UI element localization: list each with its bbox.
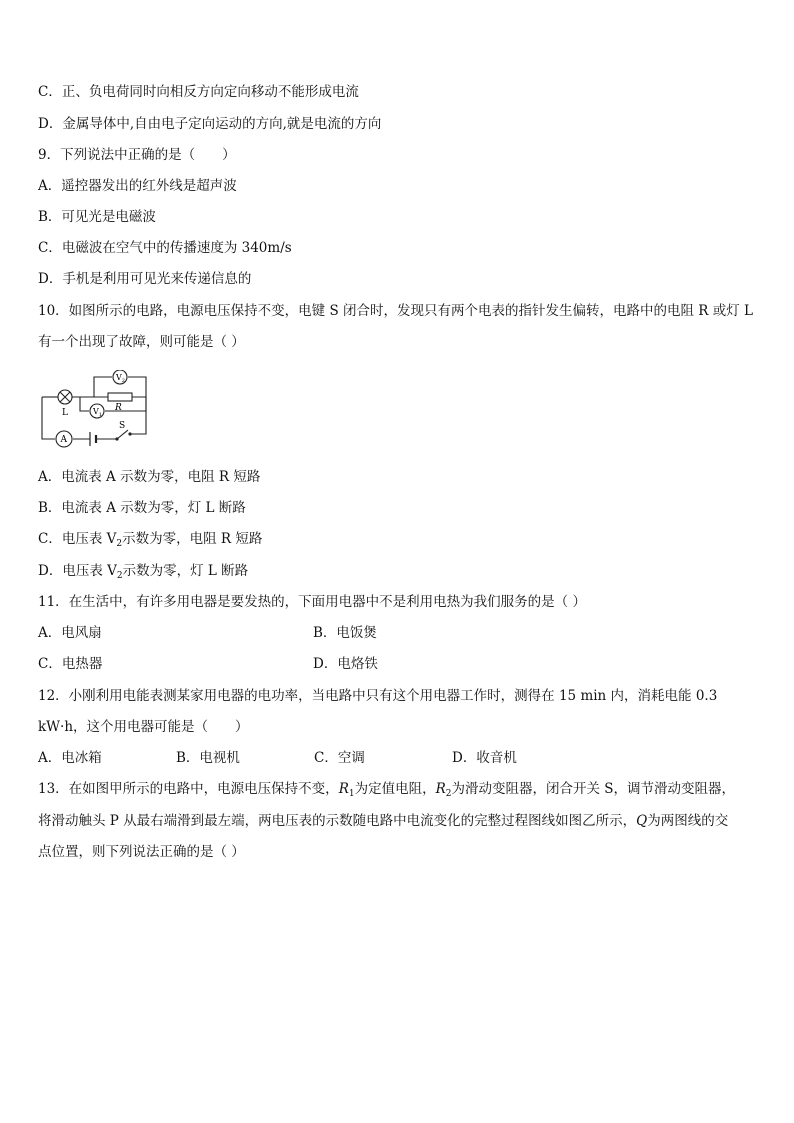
q10-option-d: D．电压表 $V_2$示数为零，灯 L 断路 xyxy=(38,563,249,581)
switch-icon xyxy=(115,430,131,441)
svg-text:V2: $V_2$ xyxy=(116,373,125,384)
svg-text:A: A xyxy=(60,435,67,445)
q10-stem-line2: 有一个出现了故障，则可能是（ ） xyxy=(38,334,245,350)
q13-stem-line1: 13．在如图甲所示的电路中，电源电压保持不变，$R_1$为定值电阻，$R_2$为滑动变阻器，闭合开关 S，调节滑动变阻器， xyxy=(38,781,736,799)
switch-label: S xyxy=(119,421,126,431)
q12-option-c: C．空调 xyxy=(314,750,365,766)
q13-stem-line2: 将滑动触头 P 从最右端滑到最左端，两电压表的示数随电路中电流变化的完整过程图线如图乙所示，Q为两图线的交 xyxy=(38,813,729,829)
q12-stem-line2: kW·h，这个用电器可能是（ ） xyxy=(38,719,249,735)
lamp-label: L xyxy=(62,408,68,418)
q11-option-c: C．电热器 xyxy=(38,656,103,672)
q9-option-d: D．手机是利用可见光来传递信息的 xyxy=(38,271,252,287)
q11-stem: 11．在生活中，有许多用电器是要发热的，下面用电器中不是利用电热为我们服务的是（ ） xyxy=(38,594,586,610)
resistor-symbol xyxy=(108,393,132,401)
q9-option-b: B．可见光是电磁波 xyxy=(38,209,156,225)
q11-option-d: D．电烙铁 xyxy=(313,656,378,672)
q10-option-b: B．电流表 A 示数为零，灯 L 断路 xyxy=(38,500,246,516)
q9-stem: 9．下列说法中正确的是（ ） xyxy=(38,147,236,163)
q11-options-row2 xyxy=(38,655,378,673)
lamp-icon xyxy=(58,390,72,404)
resistor-label: R xyxy=(115,403,122,413)
q10-option-a: A．电流表 A 示数为零，电阻 R 短路 xyxy=(38,469,261,485)
q9-option-a: A．遥控器发出的红外线是超声波 xyxy=(38,178,237,194)
q12-option-d: D．收音机 xyxy=(452,750,517,766)
q9-option-c: C．电磁波在空气中的传播速度为 340m/s xyxy=(38,240,292,256)
svg-text:V1: $V_1$ xyxy=(93,407,102,418)
battery-icon xyxy=(90,432,96,446)
q13-stem-line3: 点位置，则下列说法正确的是（ ） xyxy=(38,844,245,860)
q8-option-d: D．金属导体中,自由电子定向运动的方向,就是电流的方向 xyxy=(38,116,382,132)
voltmeter-v1-icon xyxy=(90,404,104,418)
q10-stem-line1: 10．如图所示的电路，电源电压保持不变，电键 S 闭合时，发现只有两个电表的指针发生偏转，电路中的电阻 R 或灯 L xyxy=(38,303,754,319)
q12-options-row xyxy=(38,749,517,767)
q12-option-b: B．电视机 xyxy=(176,750,240,766)
q11-option-a: A．电风扇 xyxy=(38,625,102,641)
q12-stem-line1: 12．小刚利用电能表测某家用电器的电功率，当电路中只有这个用电器工作时，测得在 15 min 内，消耗电能 0.3 xyxy=(38,688,718,704)
q10-option-c: C．电压表 $V_2$示数为零，电阻 R 短路 xyxy=(38,531,263,549)
voltmeter-v2-icon xyxy=(113,370,127,384)
ammeter-icon xyxy=(56,431,72,447)
q8-option-c: C．正、负电荷同时向相反方向定向移动不能形成电流 xyxy=(38,84,359,100)
q10-circuit-diagram xyxy=(36,370,152,448)
q11-option-b: B．电饭煲 xyxy=(313,625,377,641)
q11-options-row1 xyxy=(38,624,377,642)
q12-option-a: A．电冰箱 xyxy=(38,750,102,766)
